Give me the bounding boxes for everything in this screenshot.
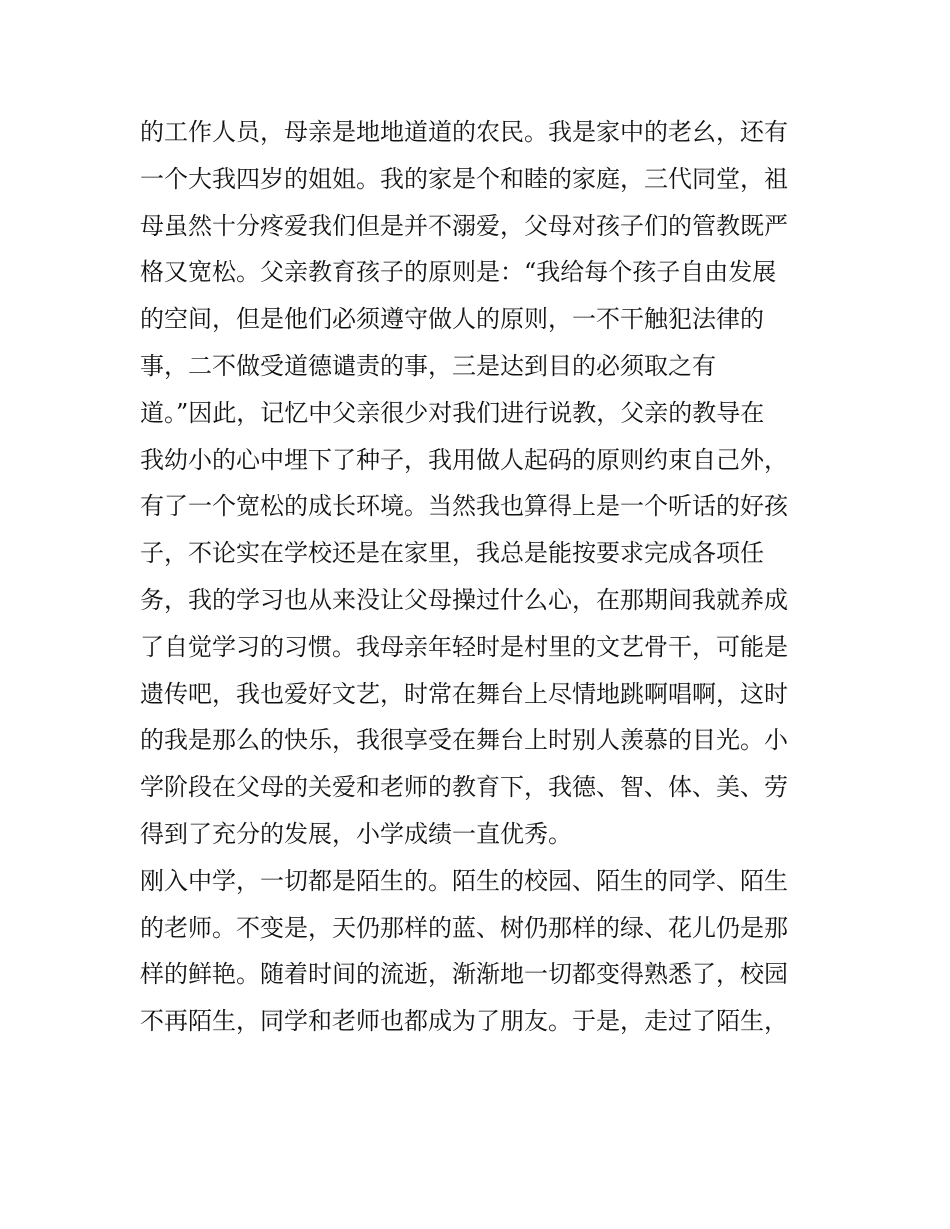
text-line: 的老师。不变是，天仍那样的蓝、树仍那样的绿、花儿仍是那 (140, 913, 788, 942)
text-line: 得到了充分的发展，小学成绩一直优秀。 (140, 819, 572, 848)
text-line: 子，不论实在学校还是在家里，我总是能按要求完成各项任 (140, 539, 764, 568)
text-line: 母虽然十分疼爱我们但是并不溺爱，父母对孩子们的管教既严 (140, 211, 788, 240)
text-line: 学阶段在父母的关爱和老师的教育下，我德、智、体、美、劳 (140, 773, 788, 802)
text-line: 的我是那么的快乐，我很享受在舞台上时别人羡慕的目光。小 (140, 726, 788, 755)
text-line: 不再陌生，同学和老师也都成为了朋友。于是，走过了陌生， (140, 1007, 788, 1036)
body-text (140, 109, 820, 1045)
text-line: 遗传吧，我也爱好文艺，时常在舞台上尽情地跳啊唱啊，这时 (140, 679, 788, 708)
text-line: 事，二不做受道德谴责的事，三是达到目的必须取之有 (140, 351, 716, 380)
text-line: 的空间，但是他们必须遵守做人的原则，一不干触犯法律的 (140, 305, 764, 334)
text-line: 有了一个宽松的成长环境。当然我也算得上是一个听话的好孩 (140, 492, 788, 521)
text-line: 格又宽松。父亲教育孩子的原则是：“我给每个孩子自由发展 (140, 258, 777, 287)
text-line: 了自觉学习的习惯。我母亲年轻时是村里的文艺骨干，可能是 (140, 632, 788, 661)
text-line: 一个大我四岁的姐姐。我的家是个和睦的家庭，三代同堂，祖 (140, 164, 788, 193)
text-line: 务，我的学习也从来没让父母操过什么心，在那期间我就养成 (140, 585, 788, 614)
text-line: 刚入中学，一切都是陌生的。陌生的校园、陌生的同学、陌生 (140, 866, 788, 895)
text-line: 道。”因此，记忆中父亲很少对我们进行说教，父亲的教导在 (140, 398, 765, 427)
text-line: 我幼小的心中埋下了种子，我用做人起码的原则约束自己外， (140, 445, 788, 474)
text-line: 样的鲜艳。随着时间的流逝，渐渐地一切都变得熟悉了，校园 (140, 960, 788, 989)
text-line: 的工作人员，母亲是地地道道的农民。我是家中的老幺，还有 (140, 118, 788, 146)
